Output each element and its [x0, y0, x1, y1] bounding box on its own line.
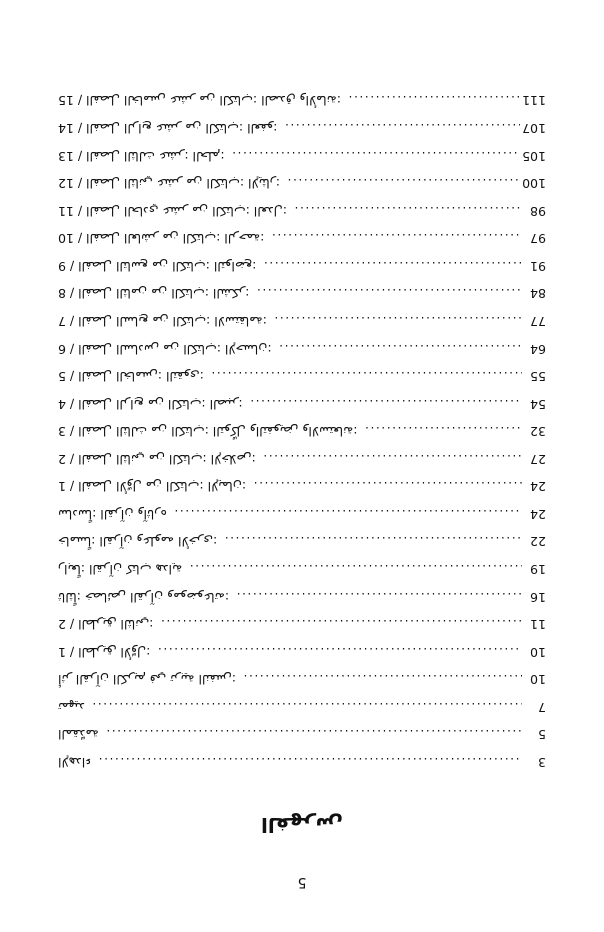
toc-entry-label: 13 / الفصل الثالث عشر: الحلم: — [58, 148, 225, 164]
toc-entry[interactable] — [58, 727, 546, 741]
toc-entry-page-number: 11 — [530, 617, 546, 633]
toc-entry[interactable] — [58, 534, 546, 548]
toc-entry[interactable] — [58, 121, 546, 135]
toc-entry-label: 11 / الفصل الحادي عشر من الكتاب: العدل: — [58, 203, 287, 219]
toc-leader-dots — [235, 590, 522, 603]
toc-entry-page-number: 22 — [530, 534, 546, 550]
toc-entry-page-number: 5 — [538, 727, 546, 743]
toc-entry-page-number: 111 — [522, 93, 546, 109]
toc-entry[interactable] — [58, 644, 546, 658]
toc-entry[interactable] — [58, 203, 546, 217]
toc-entry[interactable] — [58, 617, 546, 631]
toc-leader-dots — [283, 122, 520, 135]
toc-entry-label: ثالثاً: خصائص القرآن وموضوعاته: — [58, 589, 230, 605]
toc-entry-label: 12 / الفصل الثاني عشر من الكتاب: الإيثار: — [58, 176, 280, 192]
toc-leader-dots — [242, 673, 522, 686]
toc-leader-dots — [252, 480, 522, 493]
toc-entry-label: المقدّمة — [58, 727, 99, 743]
toc-entry-page-number: 91 — [530, 258, 546, 274]
toc-leader-dots — [249, 397, 522, 410]
toc-entry-page-number: 24 — [530, 479, 546, 495]
toc-entry-label: 5 / الفصل الخامس: التقوى: — [58, 369, 204, 385]
toc-leader-dots — [363, 425, 522, 438]
toc-leader-dots — [347, 94, 520, 107]
toc-leader-dots — [262, 452, 522, 465]
toc-leader-dots — [273, 315, 522, 328]
page-folio-number: 5 — [297, 874, 307, 890]
toc-leader-dots — [173, 507, 522, 520]
table-of-contents — [58, 93, 546, 769]
toc-entry-page-number: 77 — [530, 314, 546, 329]
toc-leader-dots — [231, 149, 521, 162]
toc-entry[interactable] — [58, 341, 546, 355]
toc-entry-page-number: 10 — [530, 644, 546, 660]
toc-entry-page-number: 54 — [530, 396, 546, 412]
toc-leader-dots — [262, 259, 522, 272]
toc-leader-dots — [91, 700, 522, 713]
toc-entry[interactable] — [58, 672, 546, 686]
toc-entry-label: 14 / الفصل الرابع عشر من الكتاب: العفو: — [58, 121, 278, 137]
toc-entry-page-number: 97 — [530, 231, 546, 247]
toc-entry[interactable] — [58, 286, 546, 300]
toc-entry-page-number: 105 — [522, 148, 546, 164]
toc-leader-dots — [270, 232, 522, 245]
toc-entry[interactable] — [58, 451, 546, 465]
toc-entry-label: الإهداء — [58, 755, 92, 770]
toc-entry-label: 1 / الطريق الأوّل: — [58, 644, 151, 660]
toc-entry-page-number: 16 — [530, 589, 546, 605]
toc-entry[interactable] — [58, 93, 546, 107]
toc-entry-page-number: 19 — [530, 562, 546, 578]
toc-entry-label: 1 / الفصل الأوّل من الكتاب: الإيمان: — [58, 479, 247, 495]
toc-leader-dots — [293, 204, 522, 217]
toc-entry[interactable] — [58, 176, 546, 190]
toc-entry-page-number: 24 — [530, 506, 546, 522]
toc-entry-page-number: 84 — [530, 286, 546, 302]
toc-leader-dots — [210, 370, 522, 383]
toc-leader-dots — [156, 645, 522, 658]
toc-leader-dots — [278, 342, 522, 355]
toc-entry[interactable] — [58, 259, 546, 273]
toc-entry[interactable] — [58, 700, 546, 714]
toc-entry-label: 4 / الفصل الرابع من الكتاب: الصبر: — [58, 396, 243, 412]
toc-entry-label: رابعاً: القرآن كتاب هداية — [58, 562, 183, 578]
toc-entry[interactable] — [58, 507, 546, 521]
toc-entry-label: خامساً: القرآن وعلومه الأخرى: — [58, 534, 218, 550]
toc-entry-label: 7 / الفصل السابع من الكتاب: الاستقامة: — [58, 314, 267, 329]
toc-entry[interactable] — [58, 369, 546, 383]
toc-entry[interactable] — [58, 479, 546, 493]
toc-entry-label: تمهيد — [58, 699, 85, 715]
toc-entry-page-number: 64 — [530, 341, 546, 357]
toc-entry-label: 3 / الفصل الثالث من الكتاب: التوكّل والتفويض والاستعانة: — [58, 424, 358, 440]
toc-entry-label: 2 / الفصل الثاني من الكتاب: الإخلاص: — [58, 451, 256, 467]
toc-entry-label: 2 / الطريق الثاني: — [58, 617, 154, 633]
toc-entry-page-number: 10 — [530, 672, 546, 688]
toc-entry-page-number: 107 — [522, 121, 546, 137]
toc-leader-dots — [188, 563, 522, 576]
toc-entry[interactable] — [58, 755, 546, 769]
toc-entry-page-number: 3 — [538, 755, 546, 770]
toc-entry-label: 9 / الفصل التاسع من الكتاب: التواضع: — [58, 258, 257, 274]
toc-entry-page-number: 32 — [530, 424, 546, 440]
toc-leader-dots — [286, 177, 520, 190]
toc-entry[interactable] — [58, 148, 546, 162]
toc-leader-dots — [223, 535, 522, 548]
toc-entry-label: 6 / الفصل السادس من الكتاب: الإحسان: — [58, 341, 272, 357]
toc-entry-page-number: 7 — [538, 699, 546, 715]
toc-entry-page-number: 55 — [530, 369, 546, 385]
toc-entry[interactable] — [58, 231, 546, 245]
toc-entry[interactable] — [58, 589, 546, 603]
toc-entry[interactable] — [58, 396, 546, 410]
toc-entry[interactable] — [58, 314, 546, 328]
toc-entry[interactable] — [58, 424, 546, 438]
toc-leader-dots — [255, 287, 522, 300]
page-title: الفهرس — [261, 813, 344, 837]
toc-entry-page-number: 98 — [530, 203, 546, 219]
toc-leader-dots — [97, 756, 522, 769]
toc-entry-label: أثر القرآن الكريم في تربية النفس: — [58, 672, 236, 688]
toc-leader-dots — [159, 618, 522, 631]
toc-entry-label: 10 / الفصل العاشر من الكتاب: الرحمة: — [58, 231, 265, 247]
toc-entry-label: 15 / الفصل الخامس عشر من الكتاب: الصدق والأمانة: — [58, 93, 341, 109]
toc-entry[interactable] — [58, 562, 546, 576]
toc-leader-dots — [105, 728, 522, 741]
toc-entry-label: 8 / الفصل الثامن من الكتاب: الشكر: — [58, 286, 250, 302]
toc-entry-label: سادساً: القرآن وآثاره — [58, 506, 167, 522]
toc-entry-page-number: 27 — [530, 451, 546, 467]
toc-entry-page-number: 100 — [522, 176, 546, 192]
